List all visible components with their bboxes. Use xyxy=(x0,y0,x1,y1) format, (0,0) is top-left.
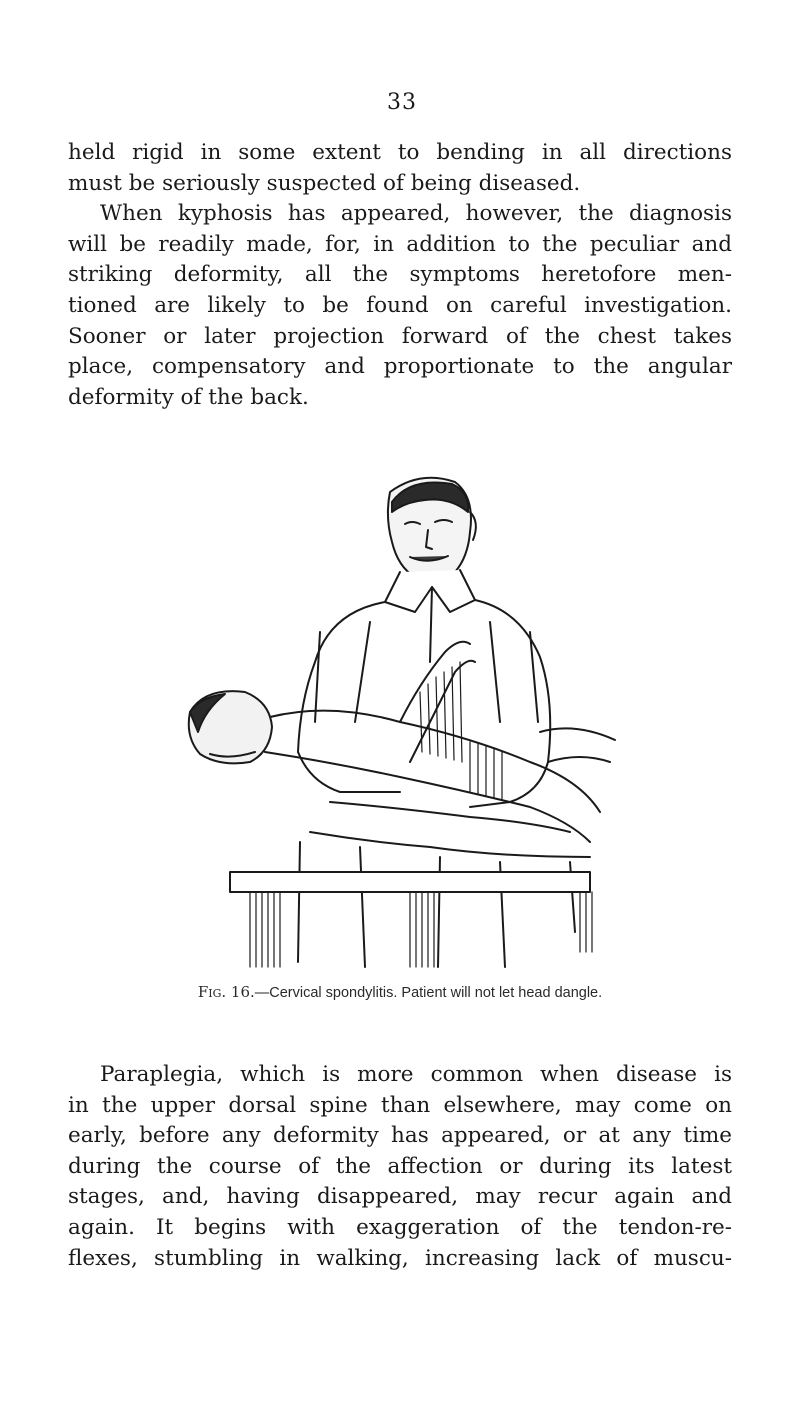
text-line: will be readily made, for, in addition to the peculiar and xyxy=(68,231,732,257)
page-number: 33 xyxy=(387,90,417,115)
text-line: place, compensatory and proportionate to the angular xyxy=(68,354,732,380)
figure-caption xyxy=(0,983,800,1001)
text-line: held rigid in some extent to bending in all directions xyxy=(68,140,732,165)
text-line: When kyphosis has appeared, however, the diagnosis xyxy=(100,201,732,227)
text-line: early, before any deformity has appeared, or at any time xyxy=(68,1123,732,1149)
text-line: flexes, stumbling in walking, increasing lack of muscu- xyxy=(68,1245,732,1271)
text-line: deformity of the back. xyxy=(68,384,309,410)
text-line: in the upper dorsal spine than elsewhere, may come on xyxy=(68,1092,732,1118)
text-line: Paraplegia, which is more common when disease is xyxy=(100,1062,732,1087)
paragraph-2 xyxy=(68,1060,732,1274)
text-line: striking deformity, all the symptoms heretofore men- xyxy=(68,262,732,288)
figure-caption-text: —Cervical spondylitis. Patient will not let head dangle. xyxy=(254,985,603,1001)
text-line: tioned are likely to be found on careful investigation. xyxy=(68,292,732,318)
engraving-illustration xyxy=(170,462,650,980)
text-line: again. It begins with exaggeration of the tendon-re- xyxy=(68,1214,732,1240)
figure-label: Fig. 16. xyxy=(197,983,255,1001)
text-line: Sooner or later projection forward of the chest takes xyxy=(68,323,732,349)
paragraph-1 xyxy=(68,138,732,413)
figure-illustration xyxy=(170,462,650,980)
text-line: stages, and, having disappeared, may recur again and xyxy=(68,1184,732,1210)
text-line: must be seriously suspected of being diseased. xyxy=(68,170,581,196)
text-line: during the course of the affection or during its latest xyxy=(68,1153,732,1179)
